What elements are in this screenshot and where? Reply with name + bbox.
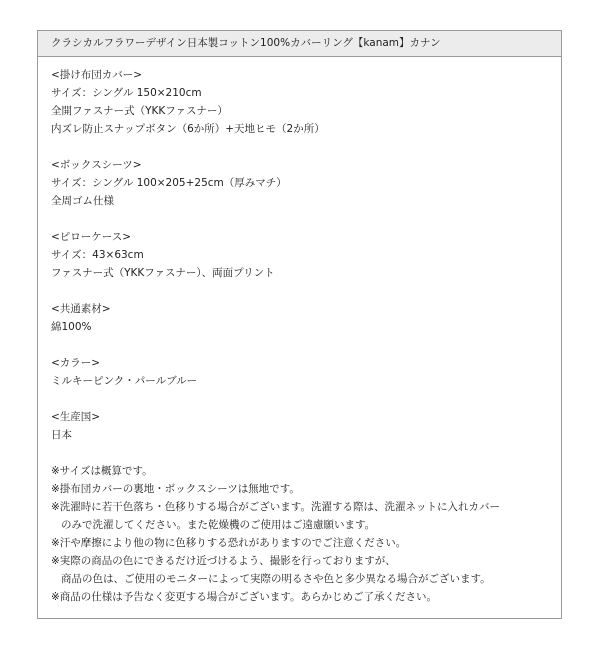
note-line: ※汗や摩擦により他の物に色移りする恐れがありますのでご注意ください。 [51,537,407,549]
section-duvet-cover [51,66,561,138]
section-box-sheet [51,156,561,210]
spec-line: 全開ファスナー式（YKKファスナー） [51,105,228,117]
section-heading: <掛け布団カバー> [51,69,143,81]
spec-table [37,30,562,619]
section-origin [51,408,561,444]
section-heading: <生産国> [51,411,101,423]
spec-line: サイズ：43×63cm [51,249,144,261]
spec-line: 内ズレ防止スナップボタン（6か所）+天地ヒモ（2か所） [51,123,325,135]
spec-line: 日本 [51,429,72,441]
section-color [51,354,561,390]
section-material [51,300,561,336]
note-line: 商品の色は、ご使用のモニターによって実際の明るさや色と多少異なる場合がございます。 [61,573,491,585]
note-line: のみで洗濯してください。また乾燥機のご使用はご遠慮願います。 [61,519,376,531]
section-heading: <共通素材> [51,303,111,315]
spec-line: 全周ゴム仕様 [51,195,114,207]
spec-line: サイズ：シングル 150×210cm [51,87,202,99]
section-heading: <カラー> [51,357,101,369]
note-line: ※商品の仕様は予告なく変更する場合がございます。あらかじめご了承ください。 [51,591,437,603]
spec-line: サイズ：シングル 100×205+25cm（厚みマチ） [51,177,287,189]
note-line: ※掛布団カバーの裏地・ボックスシーツは無地です。 [51,483,300,495]
spec-line: ミルキーピンク・パールブルー [51,375,198,387]
section-pillow-case [51,228,561,282]
notes-list [51,462,561,606]
section-heading: <ボックスシーツ> [51,159,142,171]
note-line: ※サイズは概算です。 [51,465,153,477]
product-title: クラシカルフラワーデザイン日本製コットン100%カバーリング【kanam】カナン [38,31,561,57]
note-line: ※実際の商品の色にできるだけ近づけるよう、撮影を行っておりますが、 [51,555,396,567]
note-line: ※洗濯時に若干色落ち・色移りする場合がございます。洗濯する際は、洗濯ネットに入れカバー [51,501,500,513]
section-heading: <ピローケース> [51,231,132,243]
spec-line: 綿100% [51,321,92,333]
spec-line: ファスナー式（YKKファスナー）、両面プリント [51,267,275,279]
spec-body [38,57,561,606]
